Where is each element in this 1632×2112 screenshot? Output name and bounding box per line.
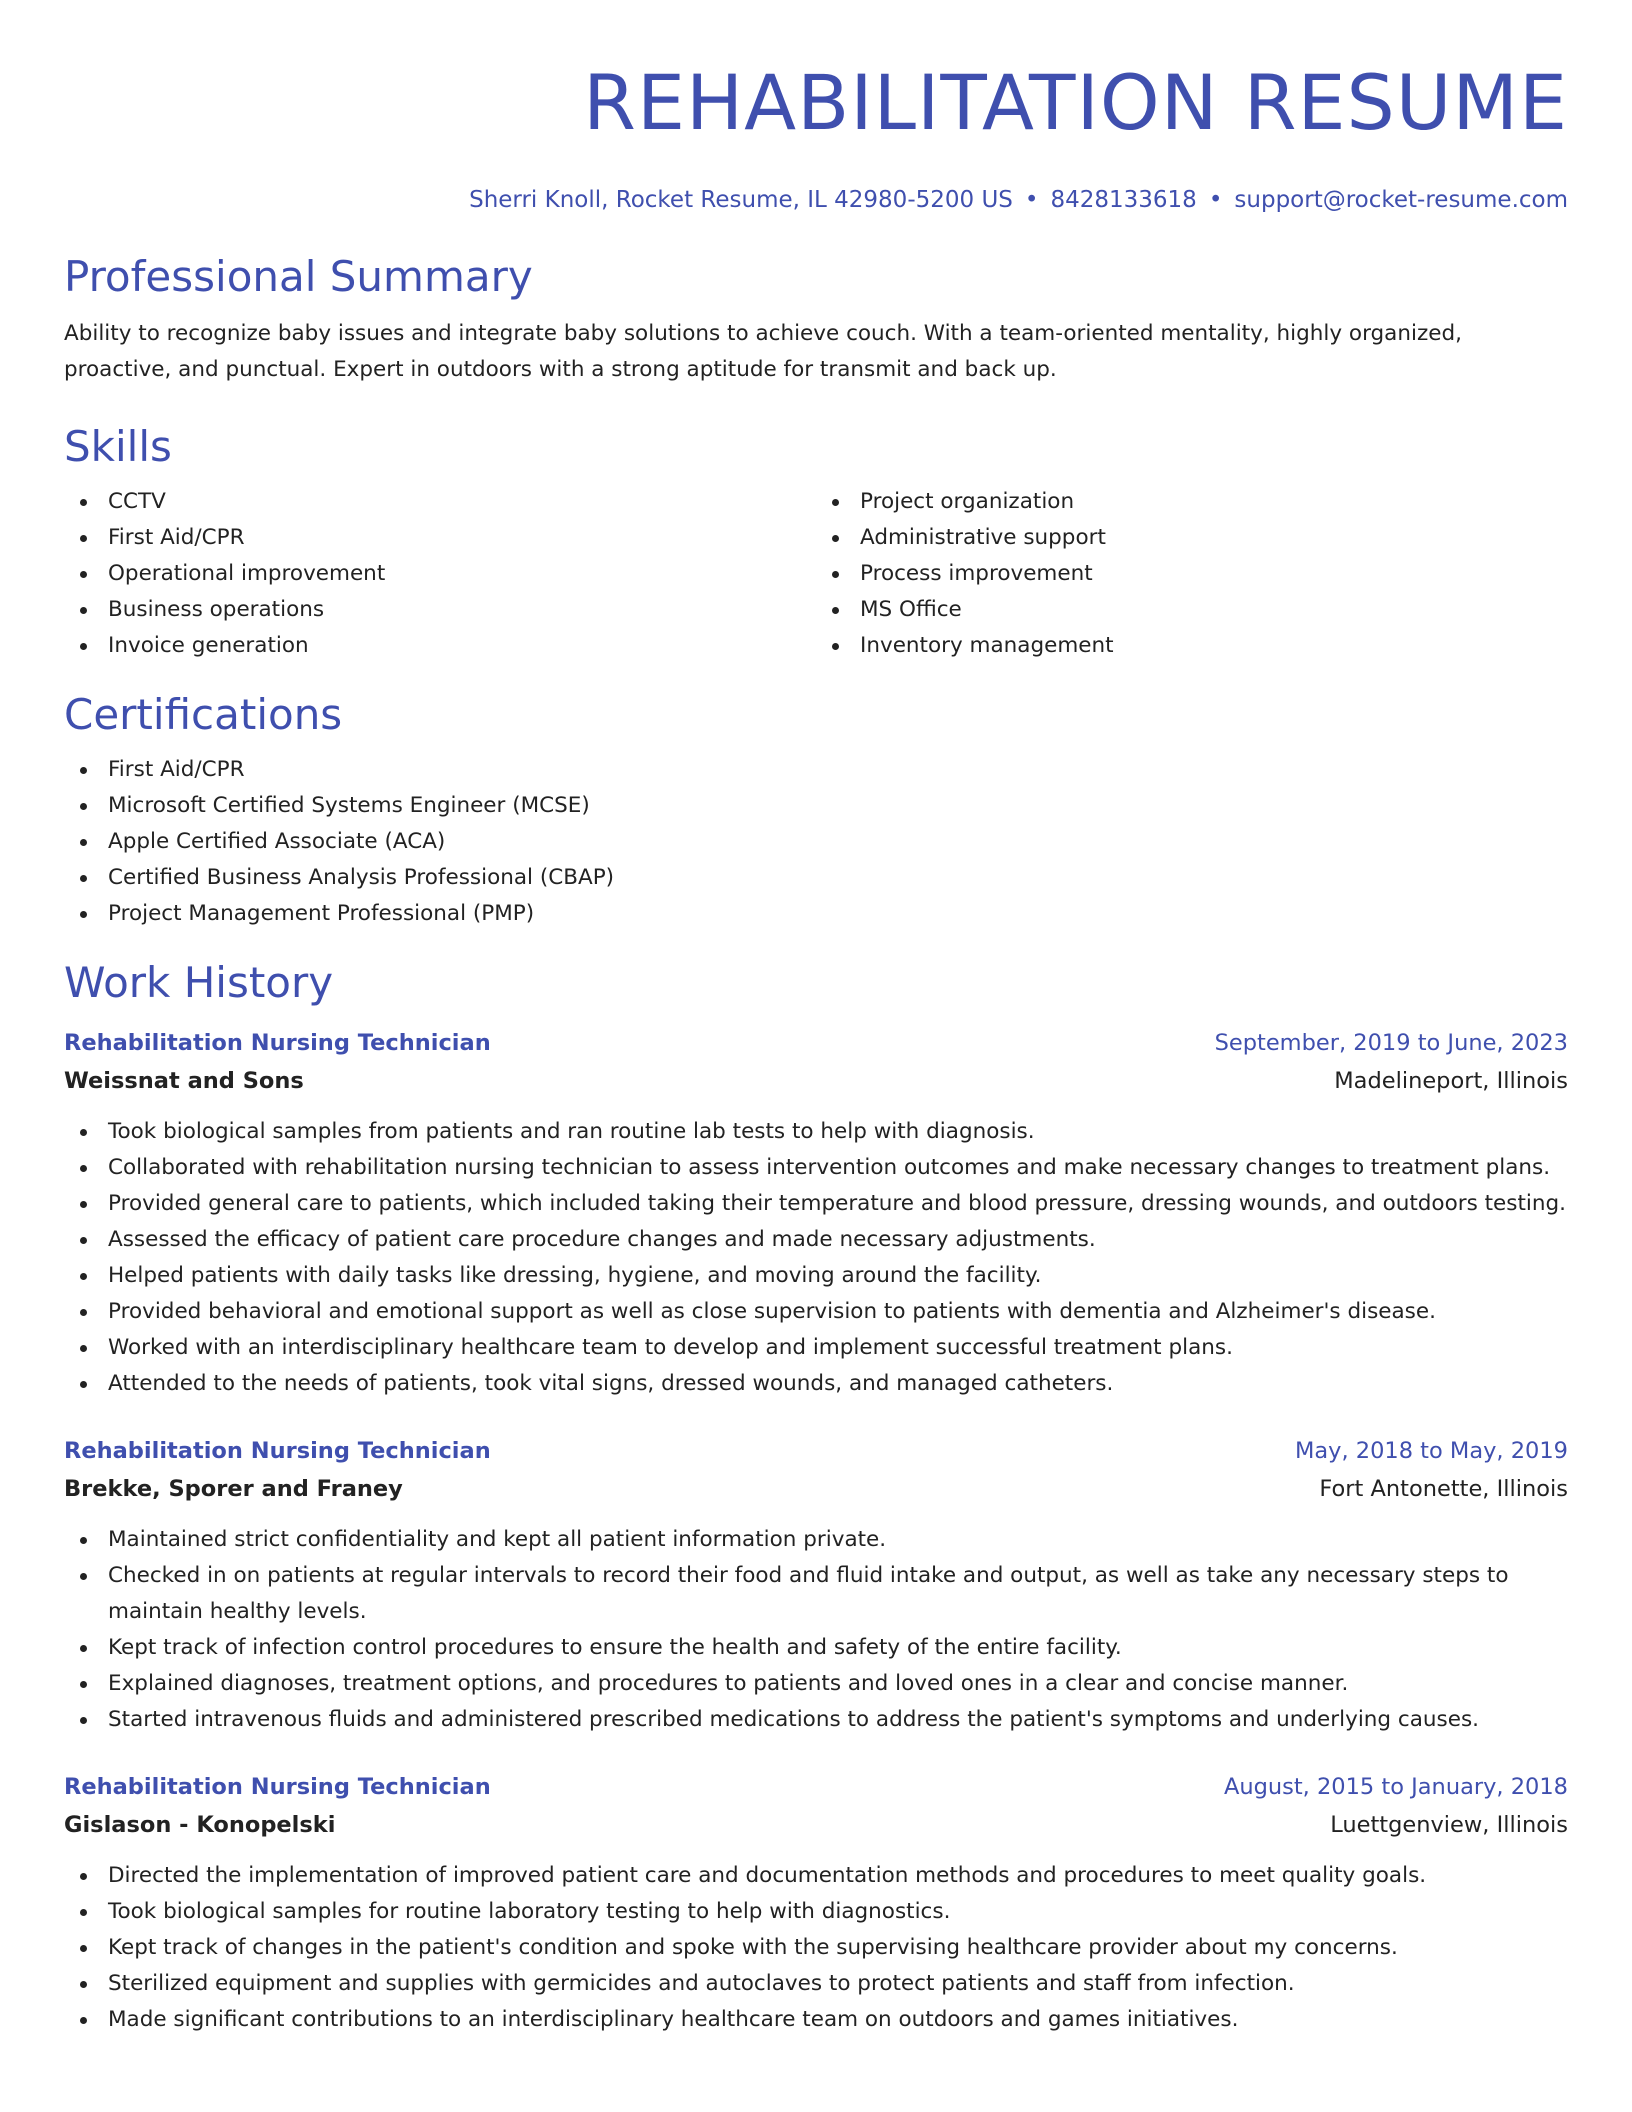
job-dates: May, 2018 to May, 2019: [1294, 1438, 1568, 1464]
job-duties-list: [64, 1522, 1568, 1738]
summary-heading: Professional Summary: [64, 252, 533, 301]
job-entry: [64, 1024, 1568, 1402]
job-duty-item: Sterilized equipment and supplies with germicides and autoclaves to protect patients and staff from infection.: [64, 1966, 1568, 2002]
jobs-list: [64, 1024, 1568, 2038]
job-duty-item: Collaborated with rehabilitation nursing technician to assess intervention outcomes and make necessary changes to treatment plans.: [64, 1150, 1568, 1186]
skills-heading: Skills: [64, 422, 172, 471]
work-history-heading: Work History: [64, 958, 334, 1007]
job-duty-item: Took biological samples for routine laboratory testing to help with diagnostics.: [64, 1894, 1568, 1930]
certification-item: Project Management Professional (PMP): [64, 896, 1568, 932]
contact-email[interactable]: support@rocket-resume.com: [1234, 187, 1568, 213]
skill-item: Invoice generation: [64, 628, 816, 664]
skill-item: Inventory management: [816, 628, 1568, 664]
job-duties-list: [64, 1114, 1568, 1402]
job-location: Fort Antonette, Illinois: [1319, 1476, 1568, 1502]
job-header-row: [64, 1024, 1568, 1062]
summary-text: Ability to recognize baby issues and integrate baby solutions to achieve couch. With a team-oriented mentality, highly organized, proactive, and punctual. Expert in outdoors with a strong aptitude for transmit and back up.: [64, 321, 1462, 382]
job-duty-item: Started intravenous fluids and administered prescribed medications to address the patient's symptoms and underlying causes.: [64, 1702, 1568, 1738]
summary-section: [64, 252, 1568, 388]
skills-section: [64, 422, 1568, 664]
certification-item: Microsoft Certified Systems Engineer (MCSE): [64, 788, 1568, 824]
job-entry: [64, 1432, 1568, 1738]
certifications-heading: Certifications: [64, 690, 343, 739]
job-duty-item: Helped patients with daily tasks like dressing, hygiene, and moving around the facility.: [64, 1258, 1568, 1294]
job-header-row: [64, 1432, 1568, 1470]
job-company-row: [64, 1470, 1568, 1508]
job-duty-item: Attended to the needs of patients, took vital signs, dressed wounds, and managed catheters.: [64, 1366, 1568, 1402]
job-duties-list: [64, 1858, 1568, 2038]
resume-header: [64, 0, 1568, 216]
skill-item: Process improvement: [816, 556, 1568, 592]
certification-item: First Aid/CPR: [64, 752, 1568, 788]
skills-list-right: [816, 484, 1568, 664]
job-entry: [64, 1768, 1568, 2038]
skill-item: MS Office: [816, 592, 1568, 628]
job-header-row: [64, 1768, 1568, 1806]
job-company: Brekke, Sporer and Franey: [64, 1476, 403, 1502]
certification-item: Apple Certified Associate (ACA): [64, 824, 1568, 860]
job-duty-item: Checked in on patients at regular intervals to record their food and fluid intake and output, as well as take any necessary steps to maintain healthy levels.: [64, 1558, 1568, 1630]
job-location: Luettgenview, Illinois: [1330, 1812, 1568, 1838]
job-title: Rehabilitation Nursing Technician: [64, 1774, 491, 1800]
job-duty-item: Provided general care to patients, which included taking their temperature and blood pressure, dressing wounds, and outdoors testing.: [64, 1186, 1568, 1222]
job-dates: August, 2015 to January, 2018: [1223, 1774, 1568, 1800]
contact-address: Sherri Knoll, Rocket Resume, IL 42980-5200 US: [469, 187, 1013, 213]
skill-item: Project organization: [816, 484, 1568, 520]
job-company-row: [64, 1062, 1568, 1100]
contact-separator: •: [1208, 187, 1223, 213]
job-duty-item: Maintained strict confidentiality and kept all patient information private.: [64, 1522, 1568, 1558]
resume-title: REHABILITATION RESUME: [583, 58, 1568, 147]
job-location: Madelineport, Illinois: [1334, 1068, 1568, 1094]
job-duty-item: Assessed the efficacy of patient care procedure changes and made necessary adjustments.: [64, 1222, 1568, 1258]
job-duty-item: Made significant contributions to an interdisciplinary healthcare team on outdoors and games initiatives.: [64, 2002, 1568, 2038]
work-history-section: [64, 958, 1568, 2038]
job-company: Gislason - Konopelski: [64, 1812, 336, 1838]
certifications-section: [64, 690, 1568, 932]
job-title: Rehabilitation Nursing Technician: [64, 1030, 491, 1056]
skill-item: Administrative support: [816, 520, 1568, 556]
certification-item: Certified Business Analysis Professional (CBAP): [64, 860, 1568, 896]
contact-phone: 8428133618: [1050, 187, 1197, 213]
skills-columns: [64, 484, 1568, 664]
skill-item: CCTV: [64, 484, 816, 520]
job-duty-item: Kept track of changes in the patient's condition and spoke with the supervising healthcare provider about my concerns.: [64, 1930, 1568, 1966]
job-duty-item: Took biological samples from patients and ran routine lab tests to help with diagnosis.: [64, 1114, 1568, 1150]
contact-separator: •: [1024, 187, 1039, 213]
contact-line: [64, 184, 1568, 216]
skill-item: Operational improvement: [64, 556, 816, 592]
job-duty-item: Directed the implementation of improved patient care and documentation methods and procedures to meet quality goals.: [64, 1858, 1568, 1894]
job-duty-item: Explained diagnoses, treatment options, and procedures to patients and loved ones in a clear and concise manner.: [64, 1666, 1568, 1702]
skill-item: Business operations: [64, 592, 816, 628]
job-duty-item: Kept track of infection control procedures to ensure the health and safety of the entire facility.: [64, 1630, 1568, 1666]
job-title: Rehabilitation Nursing Technician: [64, 1438, 491, 1464]
job-company: Weissnat and Sons: [64, 1068, 304, 1094]
job-duty-item: Provided behavioral and emotional support as well as close supervision to patients with dementia and Alzheimer's disease.: [64, 1294, 1568, 1330]
job-duty-item: Worked with an interdisciplinary healthcare team to develop and implement successful treatment plans.: [64, 1330, 1568, 1366]
certifications-list: [64, 752, 1568, 932]
skills-list-left: [64, 484, 816, 664]
job-dates: September, 2019 to June, 2023: [1214, 1030, 1568, 1056]
skill-item: First Aid/CPR: [64, 520, 816, 556]
job-company-row: [64, 1806, 1568, 1844]
